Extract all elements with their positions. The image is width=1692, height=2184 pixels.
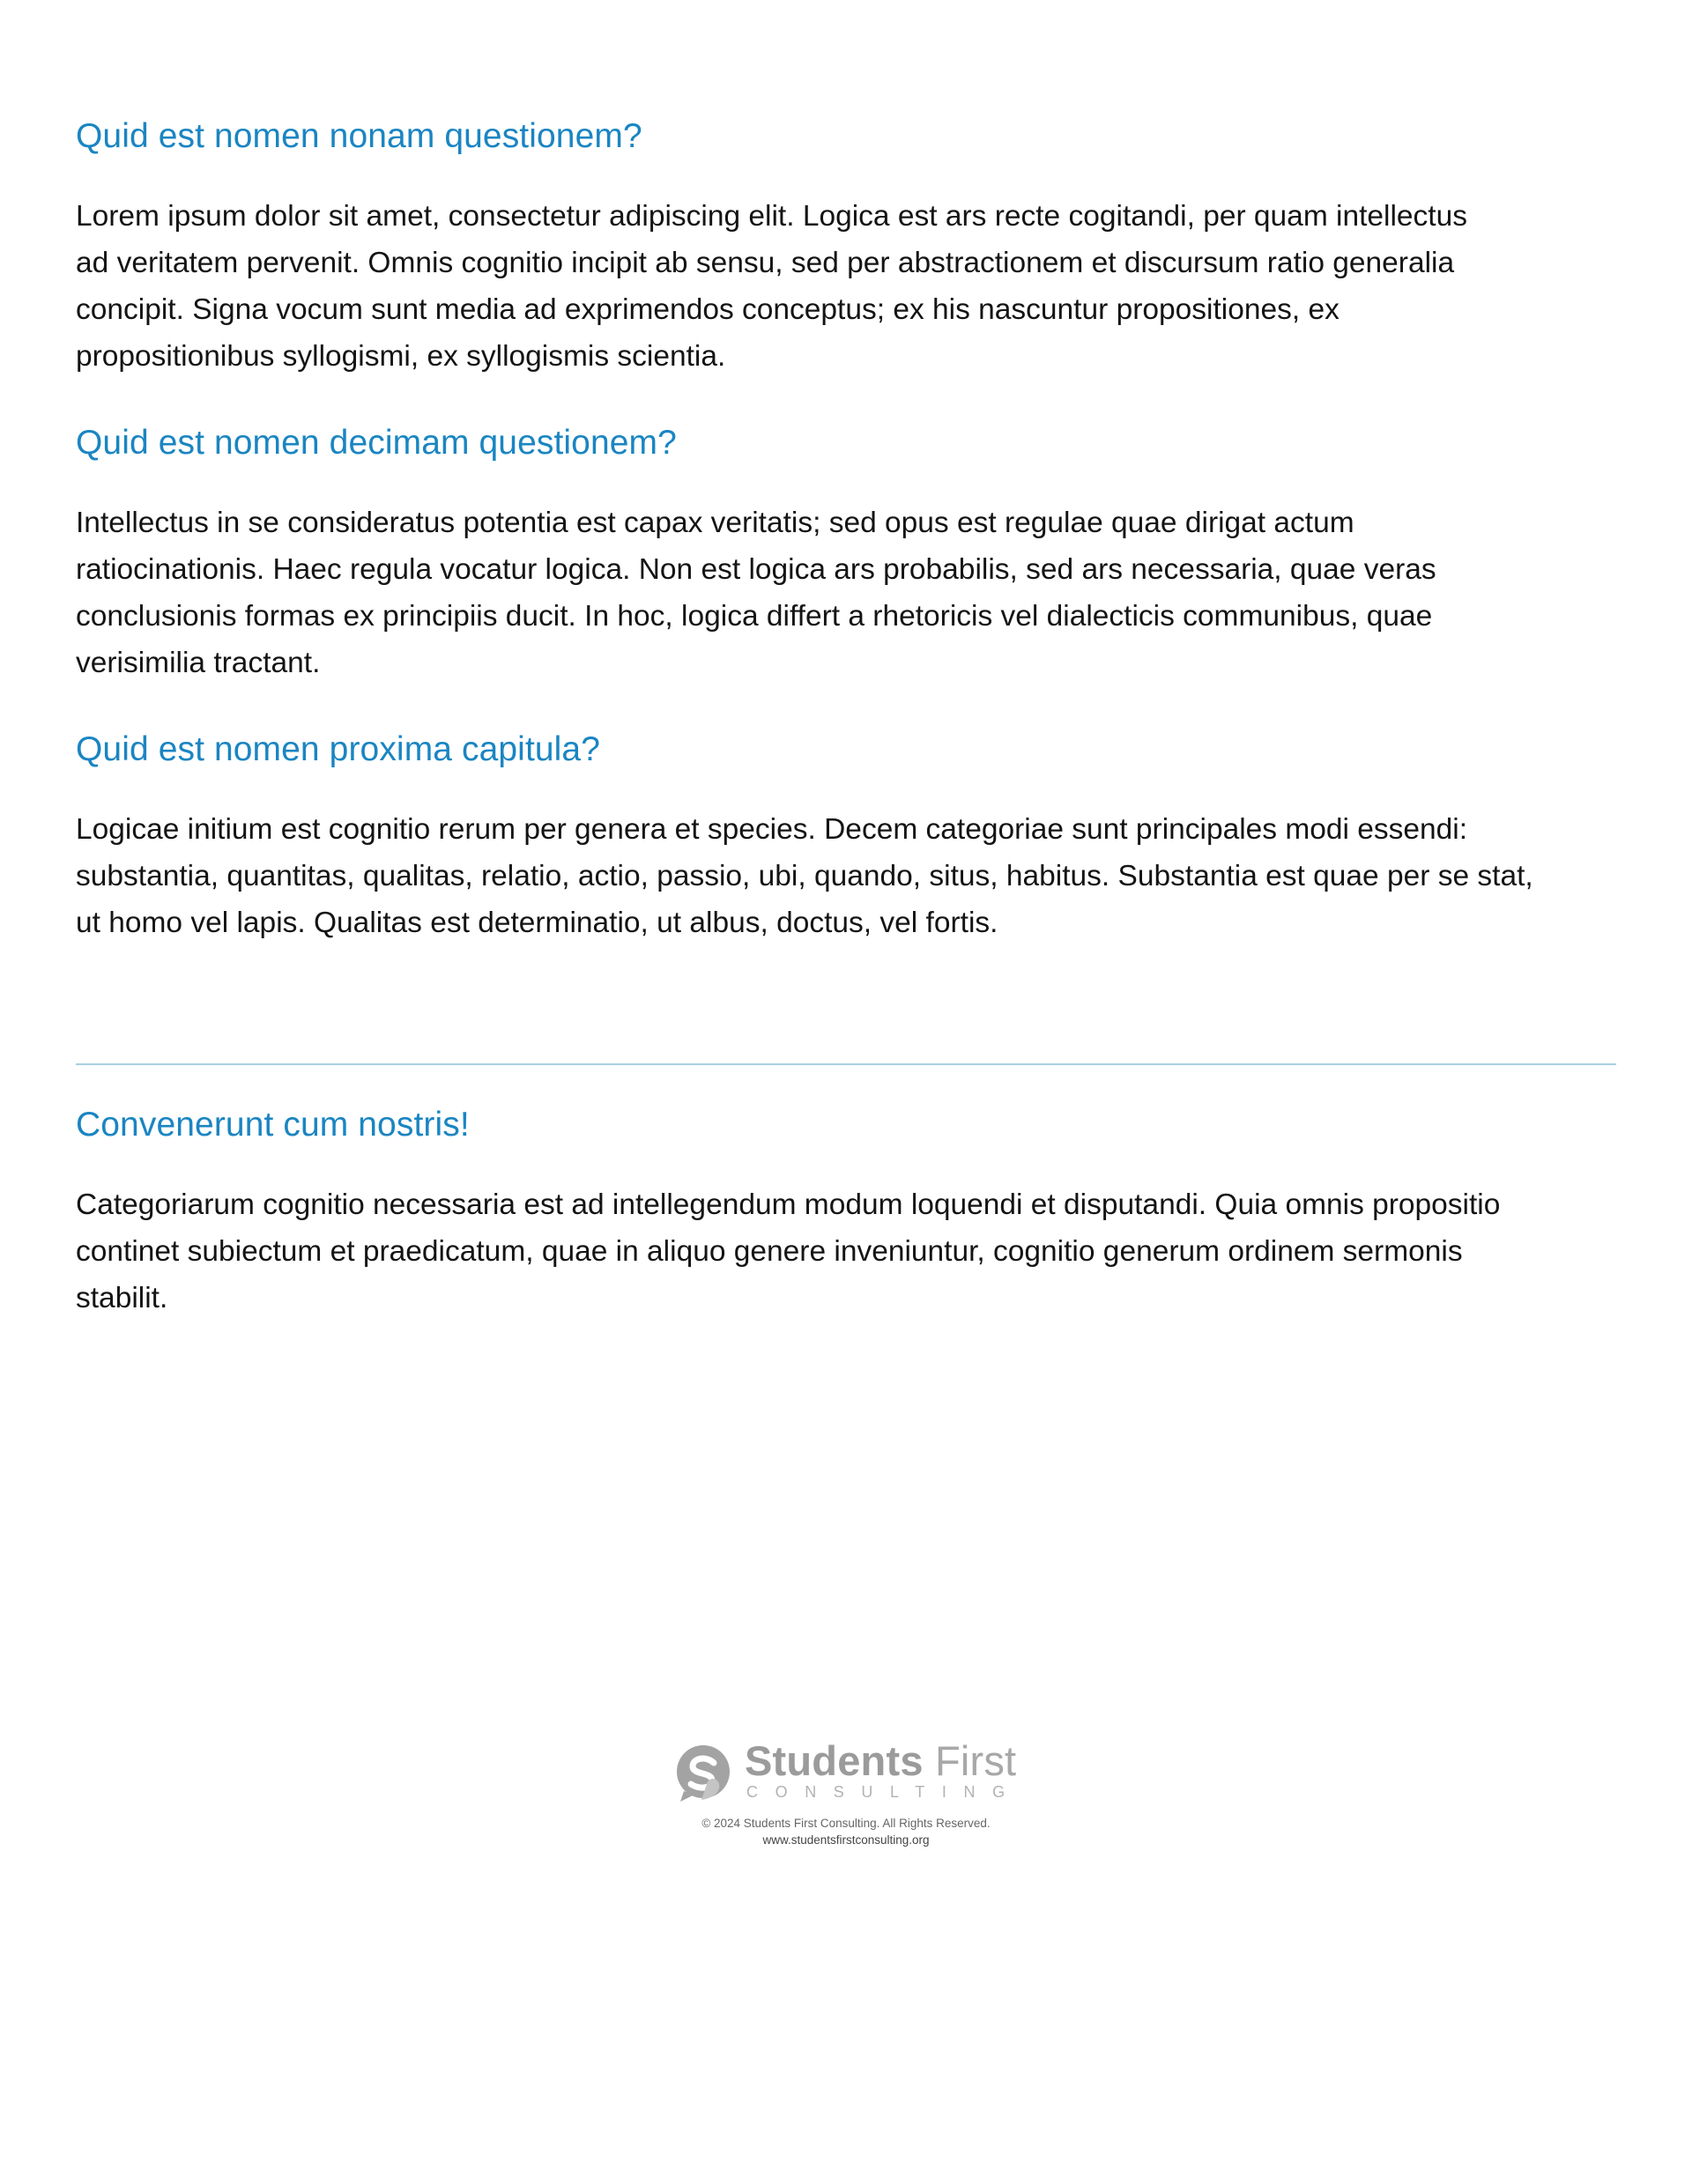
section-paragraph-2 — [76, 500, 1616, 686]
section-heading-3: Quid est nomen proxima capitula? — [76, 730, 601, 768]
paragraph-line: propositionibus syllogismi, ex syllogismis scientia. — [76, 340, 726, 373]
paragraph-line: stabilit. — [76, 1282, 168, 1314]
paragraph-line: ut homo vel lapis. Qualitas est determinatio, ut albus, doctus, vel fortis. — [76, 907, 998, 939]
website-link[interactable]: www.studentsfirstconsulting.org — [762, 1833, 930, 1847]
section-paragraph-4 — [76, 1181, 1616, 1322]
section-paragraph-3 — [76, 806, 1616, 946]
paragraph-line: conclusionis formas ex principiis ducit. In hoc, logica differt a rhetoricis vel dialecticis communibus, quae — [76, 600, 1433, 633]
logo-word-first: First — [934, 1737, 1017, 1784]
paragraph-line: substantia, quantitas, qualitas, relatio, actio, passio, ubi, quando, situs, habitus. Substantia est quae per se stat, — [76, 860, 1533, 892]
section-paragraph-1 — [76, 193, 1616, 380]
speech-bubble-s-icon — [675, 1745, 733, 1803]
logo-wordmark — [745, 1738, 1016, 1784]
logo-subtitle: CONSULTING — [746, 1783, 1022, 1801]
section-divider — [76, 1063, 1616, 1065]
section-heading-1: Quid est nomen nonam questionem? — [76, 117, 642, 155]
paragraph-line: Categoriarum cognitio necessaria est ad intellegendum modum loquendi et disputandi. Quia omnis propositio — [76, 1188, 1501, 1221]
section-heading-4: Convenerunt cum nostris! — [76, 1106, 470, 1144]
paragraph-line: ratiocinationis. Haec regula vocatur logica. Non est logica ars probabilis, sed ars necessaria, quae veras — [76, 553, 1436, 586]
copyright-text: © 2024 Students First Consulting. All Rights Reserved. — [701, 1817, 991, 1830]
paragraph-line: Lorem ipsum dolor sit amet, consectetur adipiscing elit. Logica est ars recte cogitandi, per quam intellectus — [76, 200, 1467, 233]
section-heading-2: Quid est nomen decimam questionem? — [76, 424, 677, 462]
paragraph-line: concipit. Signa vocum sunt media ad exprimendos conceptus; ex his nascuntur propositiones, ex — [76, 293, 1340, 326]
paragraph-line: Logicae initium est cognitio rerum per genera et species. Decem categoriae sunt principales modi essendi: — [76, 813, 1468, 846]
paragraph-line: Intellectus in se consideratus potentia est capax veritatis; sed opus est regulae quae dirigat actum — [76, 507, 1354, 539]
paragraph-line: ad veritatem pervenit. Omnis cognitio incipit ab sensu, sed per abstractionem et discursum ratio generalia — [76, 247, 1455, 279]
page-footer — [0, 1731, 1692, 1855]
company-logo — [675, 1738, 1028, 1803]
logo-word-students: Students — [745, 1737, 924, 1784]
paragraph-line: continet subiectum et praedicatum, quae in aliquo genere inveniuntur, cognitio generum ordinem sermonis — [76, 1235, 1463, 1268]
paragraph-line: verisimilia tractant. — [76, 647, 321, 679]
